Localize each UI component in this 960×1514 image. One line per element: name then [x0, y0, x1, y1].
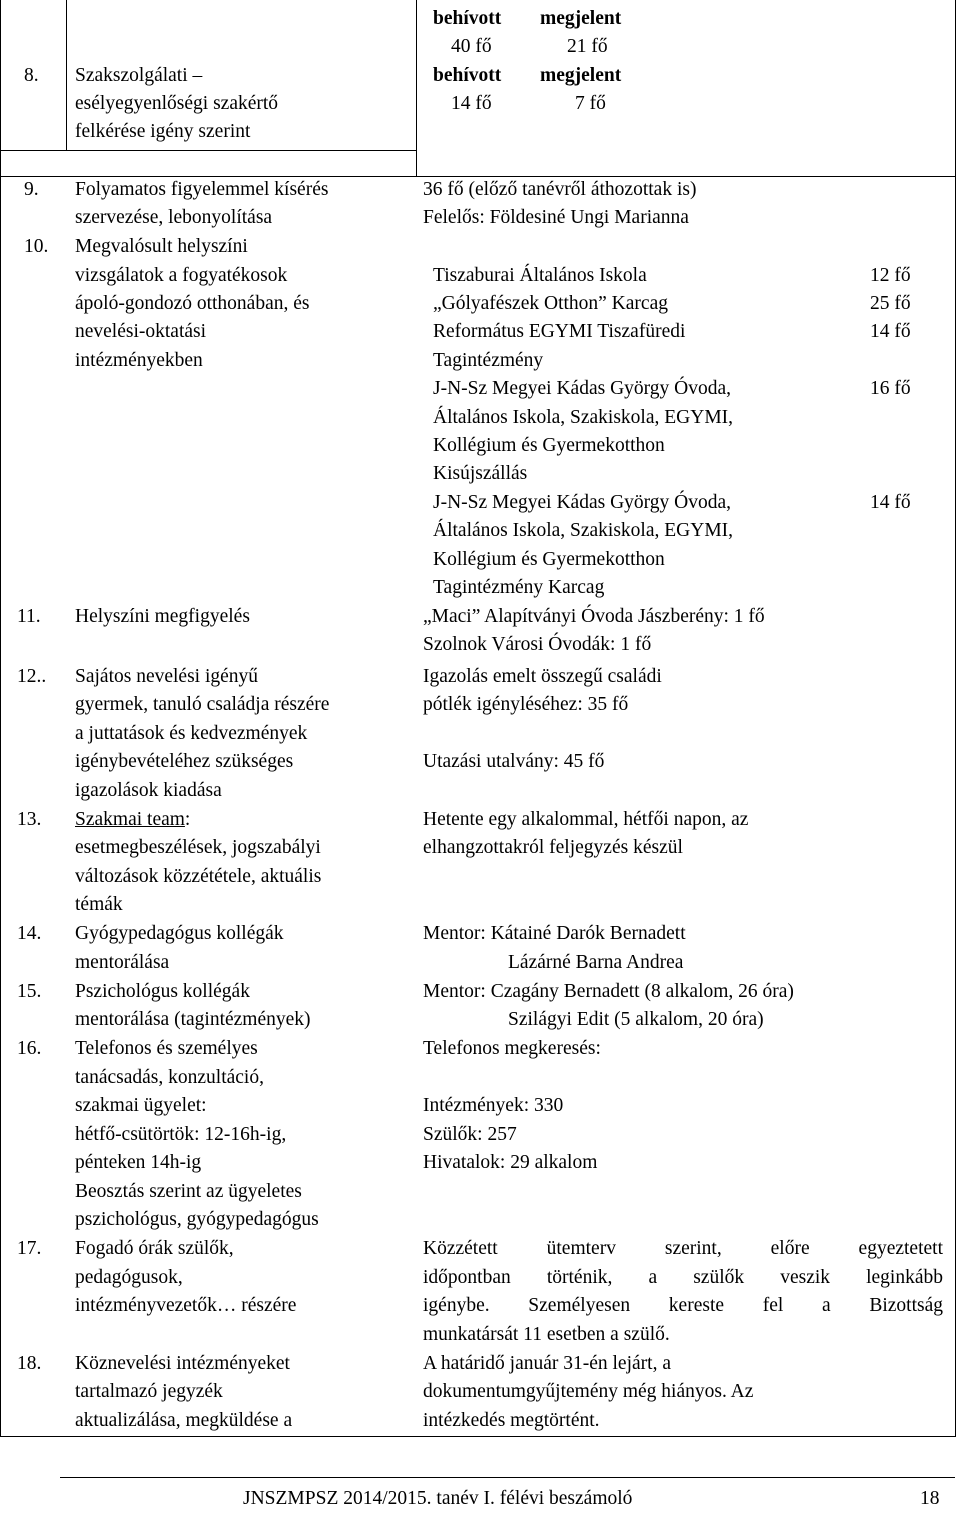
row-9-task-line: Folyamatos figyelemmel kísérés: [75, 179, 329, 200]
row-8-called-label: behívott: [433, 65, 502, 86]
row-10-place-line: Tagintézmény Karcag: [433, 577, 605, 598]
table-row-divider: [0, 150, 416, 151]
row-17-number: 17.: [17, 1238, 42, 1259]
row-13-result-line: elhangzottakról feljegyzés készül: [423, 837, 683, 858]
row-10-task-line: Megvalósult helyszíni: [75, 236, 248, 257]
row-10-task-line: vizsgálatok a fogyatékosok: [75, 265, 288, 286]
row-10-place-count: 14 fő: [870, 321, 911, 342]
row-16-result-line: Intézmények: 330: [423, 1095, 564, 1116]
row-16-task-line: pszichológus, gyógypedagógus: [75, 1209, 319, 1230]
row-18-result-line: dokumentumgyűjtemény még hiányos. Az: [423, 1381, 754, 1402]
row-14-number: 14.: [17, 923, 42, 944]
row-16-task-line: Beosztás szerint az ügyeletes: [75, 1181, 302, 1202]
row-8-number: 8.: [24, 65, 39, 86]
row-17-task-line: pedagógusok,: [75, 1267, 183, 1288]
row-16-task-line: Telefonos és személyes: [75, 1038, 258, 1059]
footer-rule: [60, 1477, 955, 1478]
row-8-task-line: felkérése igény szerint: [75, 121, 251, 142]
row-18-result-line: intézkedés megtörtént.: [423, 1410, 600, 1431]
row-16-task-line: hétfő-csütörtök: 12-16h-ig,: [75, 1124, 287, 1145]
row-14-task-line: Gyógypedagógus kollégák: [75, 923, 284, 944]
row-13-result-line: Hetente egy alkalommal, hétfői napon, az: [423, 809, 749, 830]
footer-title: JNSZMPSZ 2014/2015. tanév I. félévi beszámoló: [243, 1488, 633, 1509]
row-11-result-line: „Maci” Alapítványi Óvoda Jászberény: 1 fő: [423, 606, 765, 627]
row-15-number: 15.: [17, 981, 42, 1002]
row-16-number: 16.: [17, 1038, 42, 1059]
row-10-number: 10.: [24, 236, 49, 257]
row-14-result-line: Lázárné Barna Andrea: [508, 952, 684, 973]
row-13-task-line: esetmegbeszélések, jogszabályi: [75, 837, 321, 858]
row-16-task-line: szakmai ügyelet:: [75, 1095, 207, 1116]
row-16-result-heading: Telefonos megkeresés:: [423, 1038, 601, 1059]
row-9-number: 9.: [24, 179, 39, 200]
row-12-task-line: Sajátos nevelési igényű: [75, 666, 259, 687]
row-10-place-count: 12 fő: [870, 265, 911, 286]
row-10-task-line: intézményekben: [75, 350, 203, 371]
row-10-place-line: Kollégium és Gyermekotthon: [433, 435, 665, 456]
row-18-task-line: Köznevelési intézményeket: [75, 1353, 290, 1374]
row-10-place-line: Általános Iskola, Szakiskola, EGYMI,: [433, 520, 734, 541]
row-8-attended-label: megjelent: [540, 8, 622, 29]
row-15-task-line: Pszichológus kollégák: [75, 981, 250, 1002]
row-9-result-line: 36 fő (előző tanévről áthozottak is): [423, 179, 697, 200]
row-16-result-line: Hivatalok: 29 alkalom: [423, 1152, 598, 1173]
row-10-task-line: ápoló-gondozó otthonában, és: [75, 293, 310, 314]
row-10-place-count: 16 fő: [870, 378, 911, 399]
row-12-task-line: igénybevételéhez szükséges: [75, 751, 294, 772]
table-border-bottom: [0, 1436, 956, 1437]
row-18-task-line: tartalmazó jegyzék: [75, 1381, 223, 1402]
row-17-result-line: munkatársát 11 esetben a szülő.: [423, 1324, 670, 1345]
row-8-called-label: behívott: [433, 8, 502, 29]
row-17-result-line: Közzétett ütemterv szerint, előre egyeztetett: [423, 1238, 943, 1259]
row-10-task-line: nevelési-oktatási: [75, 321, 207, 342]
table-column-divider-top: [416, 0, 417, 176]
row-10-place-line: Általános Iskola, Szakiskola, EGYMI,: [433, 407, 734, 428]
row-10-place-line: Tagintézmény: [433, 350, 544, 371]
row-11-task: Helyszíni megfigyelés: [75, 606, 250, 627]
row-8-attended-value: 7 fő: [575, 93, 606, 114]
row-12-number: 12..: [17, 666, 47, 687]
row-10-place-line: Református EGYMI Tiszafüredi: [433, 321, 686, 342]
row-8-attended-value: 21 fő: [567, 36, 608, 57]
row-10-place-line: Kisújszállás: [433, 463, 528, 484]
row-15-result-line: Mentor: Czagány Bernadett (8 alkalom, 26 óra): [423, 981, 794, 1002]
row-13-number: 13.: [17, 809, 42, 830]
row-10-place-line: J-N-Sz Megyei Kádas György Óvoda,: [433, 492, 732, 513]
row-13-task-line: témák: [75, 894, 123, 915]
row-13-task-colon: :: [184, 809, 191, 830]
row-17-result-line: igénybe. Személyesen kereste fel a Bizottság: [423, 1295, 943, 1316]
row-16-task-line: pénteken 14h-ig: [75, 1152, 202, 1173]
row-18-result-line: A határidő január 31-én lejárt, a: [423, 1353, 671, 1374]
row-11-number: 11.: [17, 606, 41, 627]
row-15-task-line: mentorálása (tagintézmények): [75, 1009, 311, 1030]
row-10-place-line: „Gólyafészek Otthon” Karcag: [433, 293, 668, 314]
row-8-task-line: Szakszolgálati –: [75, 65, 203, 86]
row-12-task-line: gyermek, tanuló családja részére: [75, 694, 330, 715]
table-border-left: [0, 0, 1, 1437]
row-17-result-line: időpontban történik, a szülők veszik leginkább: [423, 1267, 943, 1288]
table-border-right: [955, 0, 956, 1437]
row-12-task-line: igazolások kiadása: [75, 780, 222, 801]
row-10-place-line: J-N-Sz Megyei Kádas György Óvoda,: [433, 378, 732, 399]
row-11-result-line: Szolnok Városi Óvodák: 1 fő: [423, 634, 652, 655]
row-17-task-line: intézményvezetők… részére: [75, 1295, 297, 1316]
row-17-task-line: Fogadó órák szülők,: [75, 1238, 234, 1259]
row-13-task-first-line: [75, 806, 190, 835]
row-10-place-count: 25 fő: [870, 293, 911, 314]
footer-page-number: 18: [920, 1488, 940, 1509]
row-9-result-line: Felelős: Földesiné Ungi Marianna: [423, 207, 689, 228]
row-8-called-value: 14 fő: [451, 93, 492, 114]
table-number-divider-top: [66, 0, 67, 150]
row-15-result-line: Szilágyi Edit (5 alkalom, 20 óra): [508, 1009, 764, 1030]
row-10-place-line: Kollégium és Gyermekotthon: [433, 549, 665, 570]
row-10-place-count: 14 fő: [870, 492, 911, 513]
row-12-result-line: pótlék igényléséhez: 35 fő: [423, 694, 629, 715]
row-16-task-line: tanácsadás, konzultáció,: [75, 1067, 264, 1088]
row-18-task-line: aktualizálása, megküldése a: [75, 1410, 293, 1431]
row-8-called-value: 40 fő: [451, 36, 492, 57]
row-14-task-line: mentorálása: [75, 952, 170, 973]
row-13-task-link[interactable]: Szakmai team: [75, 809, 185, 830]
row-18-number: 18.: [17, 1353, 42, 1374]
row-8-task-line: esélyegyenlőségi szakértő: [75, 93, 279, 114]
row-16-result-line: Szülők: 257: [423, 1124, 517, 1145]
row-12-task-line: a juttatások és kedvezmények: [75, 723, 308, 744]
row-9-task-line: szervezése, lebonyolítása: [75, 207, 273, 228]
row-8-attended-label: megjelent: [540, 65, 622, 86]
row-13-task-line: változások közzététele, aktuális: [75, 866, 322, 887]
row-10-place-line: Tiszaburai Általános Iskola: [433, 265, 647, 286]
row-14-result-line: Mentor: Kátainé Darók Bernadett: [423, 923, 686, 944]
row-12-result-line: Utazási utalvány: 45 fő: [423, 751, 605, 772]
row-12-result-line: Igazolás emelt összegű családi: [423, 666, 662, 687]
